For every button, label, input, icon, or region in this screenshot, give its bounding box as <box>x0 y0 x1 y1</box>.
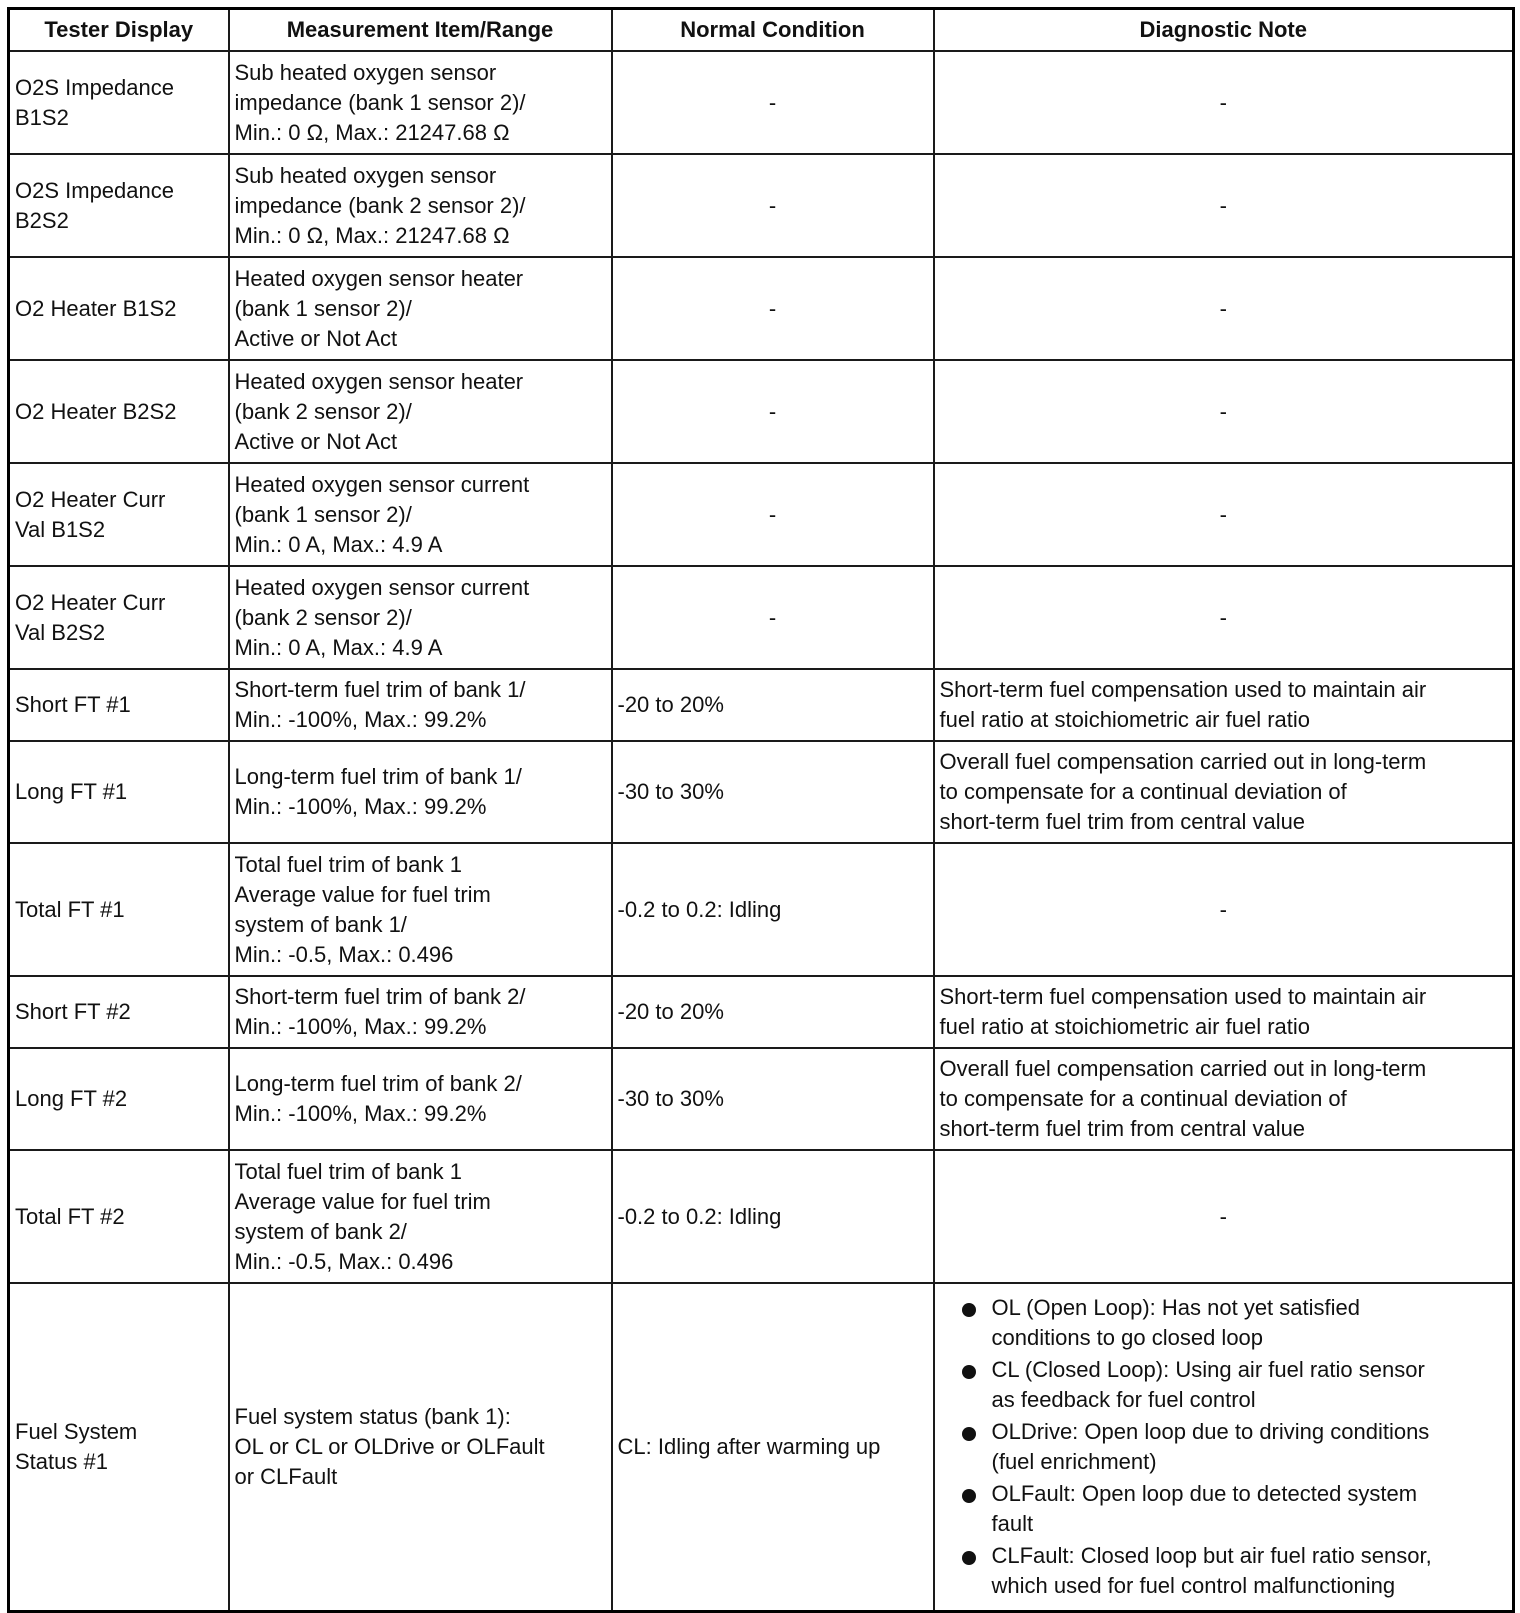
measurement-cell <box>229 741 612 843</box>
tester-display-cell <box>9 1150 229 1283</box>
cell-line: Long-term fuel trim of bank 1/ <box>234 764 522 789</box>
cell-line: Sub heated oxygen sensor <box>234 162 497 188</box>
cell-line: fault <box>991 1510 1034 1536</box>
list-item-text <box>992 1355 1508 1415</box>
normal-condition-cell: -20 to 20% <box>612 669 934 741</box>
measurement-cell <box>229 1150 612 1283</box>
list-item <box>960 1293 1508 1353</box>
measurement-cell <box>229 257 612 360</box>
tester-display-cell <box>9 154 229 257</box>
table-row <box>9 360 1514 463</box>
header-tester-display: Tester Display <box>9 9 229 52</box>
cell-line: CLFault: Closed loop but air fuel ratio sensor, <box>991 1542 1432 1568</box>
measurement-cell <box>229 1283 612 1611</box>
cell-line: Long FT #1 <box>15 779 128 804</box>
cell-line: OLDrive: Open loop due to driving conditions <box>991 1418 1430 1444</box>
measurement-cell <box>229 360 612 463</box>
normal-condition-cell: - <box>612 566 934 669</box>
table-row <box>9 741 1514 843</box>
cell-line: Long-term fuel trim of bank 2/ <box>234 1071 522 1096</box>
cell-line: Total FT #1 <box>15 896 125 922</box>
diagnostic-note-cell: - <box>934 1150 1514 1283</box>
cell-line: B2S2 <box>15 207 69 233</box>
cell-line: B1S2 <box>15 104 69 130</box>
tester-display-cell <box>9 669 229 741</box>
cell-line: Short-term fuel trim of bank 1/ <box>234 677 526 702</box>
cell-line: impedance (bank 2 sensor 2)/ <box>234 192 526 218</box>
normal-condition-cell: -20 to 20% <box>612 976 934 1048</box>
diagnostic-note-cell <box>934 976 1514 1048</box>
cell-line: fuel ratio at stoichiometric air fuel ratio <box>939 707 1310 732</box>
table-row <box>9 1048 1514 1150</box>
bullet-icon <box>962 1551 976 1565</box>
table-row <box>9 566 1514 669</box>
diagnostic-note-cell: - <box>934 360 1514 463</box>
tester-display-cell <box>9 1283 229 1611</box>
cell-line: (bank 2 sensor 2)/ <box>234 604 412 630</box>
cell-line: Short-term fuel trim of bank 2/ <box>234 984 526 1009</box>
cell-line: Fuel system status (bank 1): <box>234 1403 511 1429</box>
cell-line: (bank 2 sensor 2)/ <box>234 398 412 424</box>
cell-line: short-term fuel trim from central value <box>939 809 1306 834</box>
header-measurement-item: Measurement Item/Range <box>229 9 612 52</box>
normal-condition-cell: - <box>612 463 934 566</box>
normal-condition-cell: -30 to 30% <box>612 1048 934 1150</box>
cell-line: Sub heated oxygen sensor <box>234 59 497 85</box>
cell-line: impedance (bank 1 sensor 2)/ <box>234 89 526 115</box>
cell-line: Val B1S2 <box>15 516 106 542</box>
cell-line: Heated oxygen sensor heater <box>234 265 524 291</box>
bullet-icon <box>962 1489 976 1503</box>
diagnostic-note-cell <box>934 1283 1514 1611</box>
diagnostic-note-cell <box>934 669 1514 741</box>
header-row <box>9 9 1514 52</box>
cell-line: Val B2S2 <box>15 619 106 645</box>
cell-line: Min.: 0 Ω, Max.: 21247.68 Ω <box>234 119 510 145</box>
cell-line: Heated oxygen sensor current <box>234 471 530 497</box>
tester-display-cell <box>9 360 229 463</box>
measurement-cell <box>229 566 612 669</box>
bullet-icon <box>962 1427 976 1441</box>
header-normal-condition: Normal Condition <box>612 9 934 52</box>
cell-line: Min.: -0.5, Max.: 0.496 <box>234 941 454 967</box>
cell-line: Short FT #1 <box>15 692 131 717</box>
tester-display-cell <box>9 741 229 843</box>
measurement-cell <box>229 669 612 741</box>
tester-display-cell <box>9 976 229 1048</box>
cell-line: Overall fuel compensation carried out in long-term <box>939 1056 1427 1081</box>
tester-display-cell <box>9 51 229 154</box>
measurement-cell <box>229 1048 612 1150</box>
cell-line: Heated oxygen sensor heater <box>234 368 524 394</box>
cell-line: (bank 1 sensor 2)/ <box>234 295 412 321</box>
diagnostic-note-cell: - <box>934 257 1514 360</box>
cell-line: Min.: -100%, Max.: 99.2% <box>234 1101 487 1126</box>
cell-line: O2S Impedance <box>15 74 174 100</box>
data-monitor-table <box>7 7 1515 1613</box>
cell-line: system of bank 2/ <box>234 1218 407 1244</box>
bullet-list <box>940 1293 1508 1601</box>
diagnostic-note-cell: - <box>934 154 1514 257</box>
cell-line: O2 Heater B1S2 <box>15 295 177 321</box>
normal-condition-cell: -30 to 30% <box>612 741 934 843</box>
table-row <box>9 463 1514 566</box>
cell-line: or CLFault <box>234 1463 338 1489</box>
cell-line: as feedback for fuel control <box>991 1386 1256 1412</box>
cell-line: Total fuel trim of bank 1 <box>234 851 462 877</box>
measurement-cell <box>229 51 612 154</box>
normal-condition-cell: - <box>612 257 934 360</box>
list-item-text <box>992 1417 1508 1477</box>
normal-condition-cell: -0.2 to 0.2: Idling <box>612 843 934 976</box>
normal-condition-cell: CL: Idling after warming up <box>612 1283 934 1611</box>
normal-condition-cell: - <box>612 360 934 463</box>
tester-display-cell <box>9 257 229 360</box>
cell-line: (fuel enrichment) <box>991 1448 1157 1474</box>
cell-line: Active or Not Act <box>234 428 398 454</box>
cell-line: to compensate for a continual deviation of <box>939 779 1347 804</box>
cell-line: Fuel System <box>15 1418 138 1444</box>
cell-line: Min.: 0 Ω, Max.: 21247.68 Ω <box>234 222 510 248</box>
cell-line: Status #1 <box>15 1448 108 1474</box>
cell-line: to compensate for a continual deviation of <box>939 1086 1347 1111</box>
cell-line: Min.: -0.5, Max.: 0.496 <box>234 1248 454 1274</box>
measurement-cell <box>229 463 612 566</box>
list-item <box>960 1541 1508 1601</box>
diagnostic-note-cell: - <box>934 463 1514 566</box>
table-row <box>9 843 1514 976</box>
tester-display-cell <box>9 463 229 566</box>
cell-line: O2 Heater B2S2 <box>15 398 177 424</box>
diagnostic-note-cell <box>934 1048 1514 1150</box>
diagnostic-note-cell <box>934 741 1514 843</box>
table-row <box>9 976 1514 1048</box>
cell-line: Short-term fuel compensation used to maintain air <box>939 677 1427 702</box>
cell-line: OL or CL or OLDrive or OLFault <box>234 1433 545 1459</box>
measurement-cell <box>229 843 612 976</box>
cell-line: which used for fuel control malfunctioning <box>991 1572 1396 1598</box>
measurement-cell <box>229 976 612 1048</box>
cell-line: Total fuel trim of bank 1 <box>234 1158 462 1184</box>
cell-line: O2 Heater Curr <box>15 486 166 512</box>
normal-condition-cell: - <box>612 51 934 154</box>
cell-line: conditions to go closed loop <box>991 1324 1264 1350</box>
cell-line: Min.: -100%, Max.: 99.2% <box>234 1014 487 1039</box>
cell-line: Heated oxygen sensor current <box>234 574 530 600</box>
cell-line: fuel ratio at stoichiometric air fuel ratio <box>939 1014 1310 1039</box>
diagnostic-note-cell: - <box>934 566 1514 669</box>
list-item-text <box>992 1293 1508 1353</box>
cell-line: O2 Heater Curr <box>15 589 166 615</box>
cell-line: (bank 1 sensor 2)/ <box>234 501 412 527</box>
table-row <box>9 669 1514 741</box>
list-item <box>960 1479 1508 1539</box>
cell-line: OL (Open Loop): Has not yet satisfied <box>991 1294 1360 1320</box>
diagnostic-note-cell: - <box>934 51 1514 154</box>
cell-line: Overall fuel compensation carried out in long-term <box>939 749 1427 774</box>
table-row <box>9 257 1514 360</box>
bullet-icon <box>962 1303 976 1317</box>
normal-condition-cell: - <box>612 154 934 257</box>
cell-line: Min.: -100%, Max.: 99.2% <box>234 707 487 732</box>
header-diagnostic-note: Diagnostic Note <box>934 9 1514 52</box>
list-item <box>960 1355 1508 1415</box>
cell-line: CL (Closed Loop): Using air fuel ratio sensor <box>991 1356 1425 1382</box>
table-row <box>9 51 1514 154</box>
cell-line: Short-term fuel compensation used to maintain air <box>939 984 1427 1009</box>
cell-line: Active or Not Act <box>234 325 398 351</box>
table-row <box>9 154 1514 257</box>
cell-line: Average value for fuel trim <box>234 1188 491 1214</box>
cell-line: Average value for fuel trim <box>234 881 491 907</box>
cell-line: OLFault: Open loop due to detected system <box>991 1480 1418 1506</box>
cell-line: system of bank 1/ <box>234 911 407 937</box>
cell-line: Long FT #2 <box>15 1086 128 1111</box>
cell-line: Min.: 0 A, Max.: 4.9 A <box>234 634 443 660</box>
cell-line: Min.: -100%, Max.: 99.2% <box>234 794 487 819</box>
tester-display-cell <box>9 566 229 669</box>
table-row <box>9 1150 1514 1283</box>
diagnostic-note-cell: - <box>934 843 1514 976</box>
cell-line: Total FT #2 <box>15 1203 125 1229</box>
cell-line: O2S Impedance <box>15 177 174 203</box>
cell-line: Short FT #2 <box>15 999 131 1024</box>
table-row <box>9 1283 1514 1611</box>
list-item-text <box>992 1541 1508 1601</box>
tester-display-cell <box>9 843 229 976</box>
normal-condition-cell: -0.2 to 0.2: Idling <box>612 1150 934 1283</box>
measurement-cell <box>229 154 612 257</box>
tester-display-cell <box>9 1048 229 1150</box>
list-item-text <box>992 1479 1508 1539</box>
cell-line: short-term fuel trim from central value <box>939 1116 1306 1141</box>
list-item <box>960 1417 1508 1477</box>
cell-line: Min.: 0 A, Max.: 4.9 A <box>234 531 443 557</box>
bullet-icon <box>962 1365 976 1379</box>
